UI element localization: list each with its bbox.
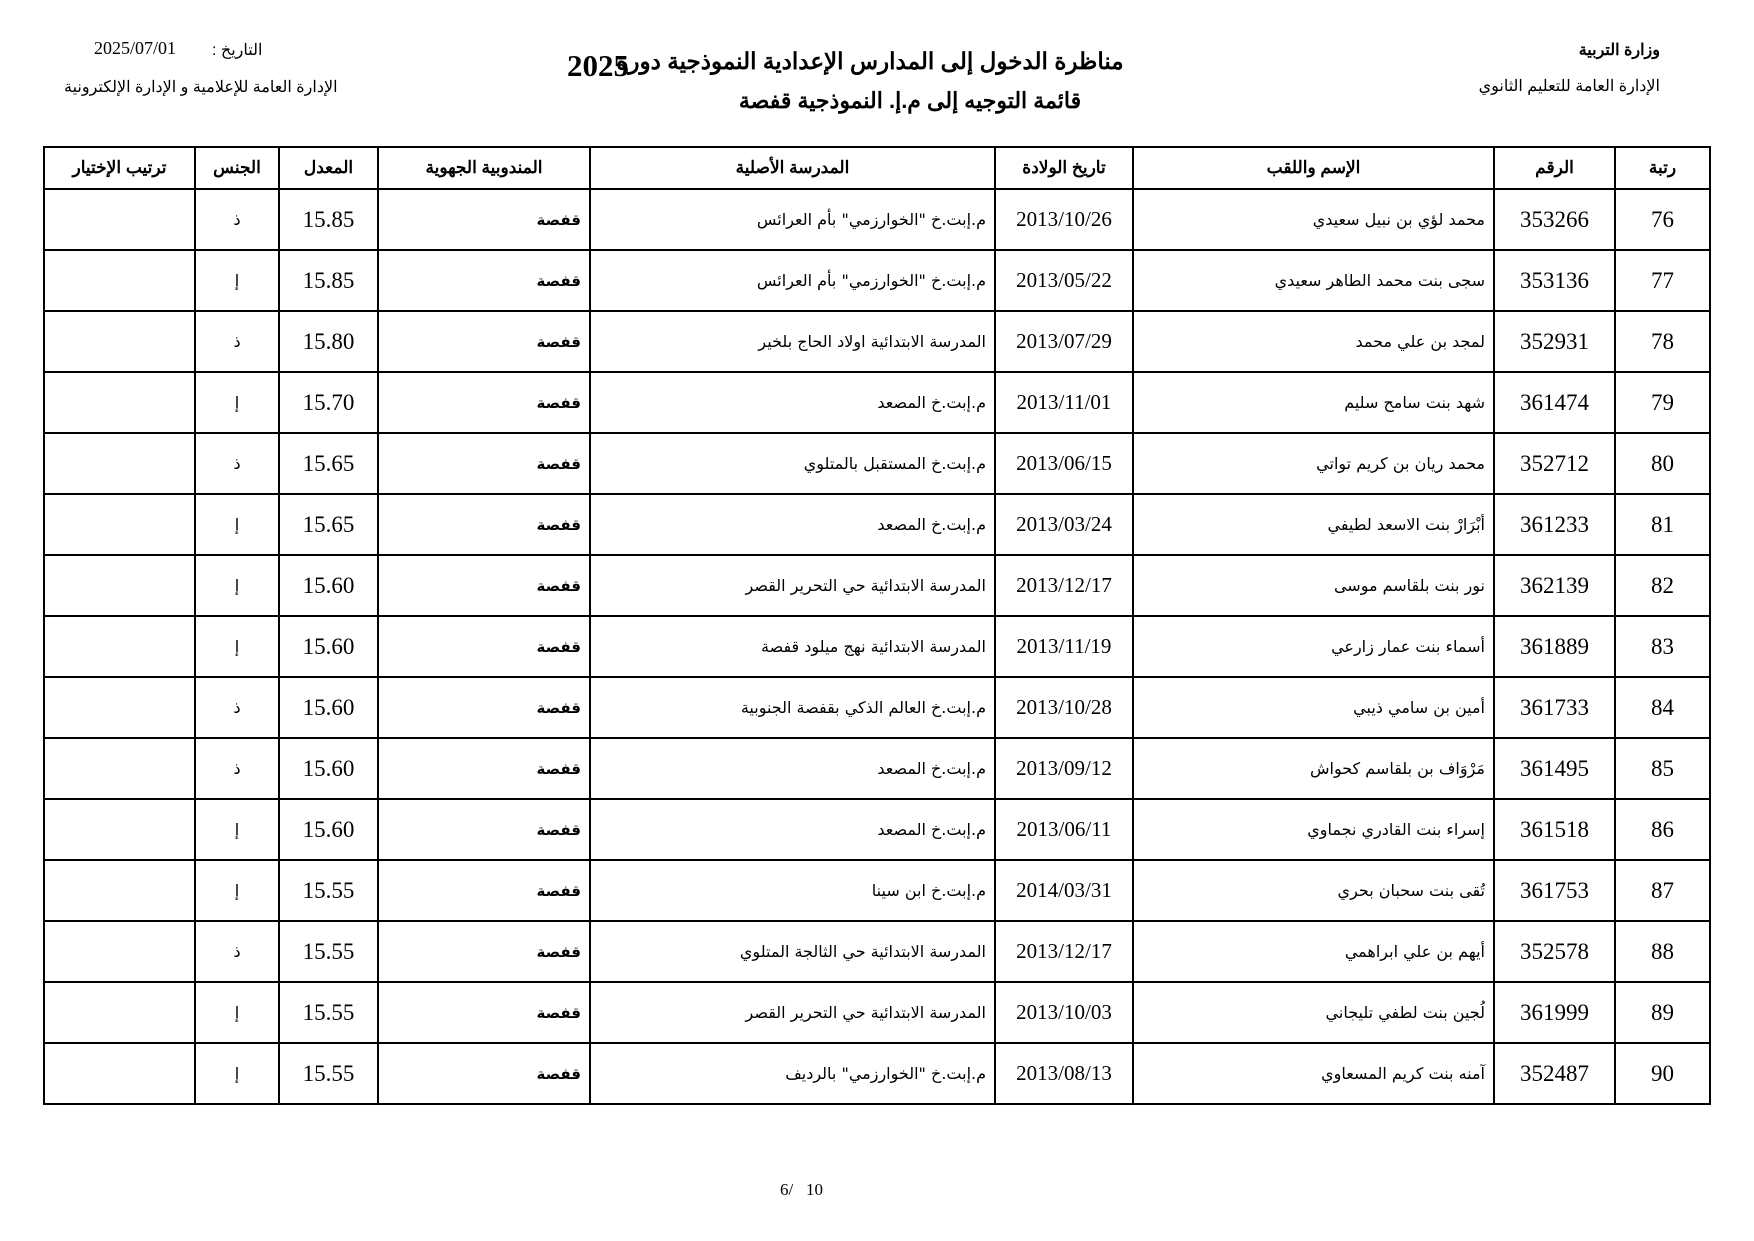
cell-rank: 84 [1615,677,1710,738]
cell-choice [44,921,195,982]
cell-choice [44,677,195,738]
cell-gender: إ [195,555,279,616]
cell-dob: 2013/05/22 [995,250,1133,311]
cell-region: قفصة [378,677,590,738]
cell-number: 361518 [1494,799,1615,860]
cell-region: قفصة [378,616,590,677]
cell-rank: 77 [1615,250,1710,311]
header-school: المدرسة الأصلية [590,147,995,189]
cell-dob: 2013/11/01 [995,372,1133,433]
cell-rank: 86 [1615,799,1710,860]
header-region: المندوبية الجهوية [378,147,590,189]
cell-school: المدرسة الابتدائية نهج ميلود قفصة [590,616,995,677]
cell-name: سجى بنت محمد الطاهر سعيدي [1133,250,1494,311]
table-row [44,616,1710,677]
table-row [44,738,1710,799]
header-number: الرقم [1494,147,1615,189]
table-row [44,860,1710,921]
cell-gender: ذ [195,677,279,738]
cell-choice [44,799,195,860]
cell-name: أمين بن سامي ذيبي [1133,677,1494,738]
cell-dob: 2013/08/13 [995,1043,1133,1104]
header-dob: تاريخ الولادة [995,147,1133,189]
cell-choice [44,738,195,799]
document-title-text: مناظرة الدخول إلى المدارس الإعدادية النموذجية دورة [616,48,1124,74]
header-rank: رتبة [1615,147,1710,189]
total-pages: 10 [805,1180,823,1199]
cell-dob: 2013/10/03 [995,982,1133,1043]
cell-gender: إ [195,1043,279,1104]
cell-region: قفصة [378,921,590,982]
document-subtitle: قائمة التوجيه إلى م.إ. النموذجية قفصة [738,88,1082,113]
cell-average: 15.65 [279,494,378,555]
cell-school: م.إبت.خ المصعد [590,372,995,433]
cell-rank: 79 [1615,372,1710,433]
cell-number: 352487 [1494,1043,1615,1104]
cell-gender: ذ [195,921,279,982]
cell-region: قفصة [378,982,590,1043]
cell-region: قفصة [378,799,590,860]
cell-dob: 2013/06/15 [995,433,1133,494]
cell-region: قفصة [378,250,590,311]
cell-number: 361753 [1494,860,1615,921]
cell-average: 15.85 [279,189,378,250]
table-row [44,921,1710,982]
cell-name: أيهم بن علي ابراهمي [1133,921,1494,982]
cell-choice [44,616,195,677]
table-row [44,677,1710,738]
header-gender: الجنس [195,147,279,189]
table-row [44,494,1710,555]
cell-name: أسماء بنت عمار زارعي [1133,616,1494,677]
cell-gender: إ [195,250,279,311]
cell-average: 15.65 [279,433,378,494]
cell-name: أبْرَارْ بنت الاسعد لطيفي [1133,494,1494,555]
document-title [560,48,1180,75]
cell-region: قفصة [378,433,590,494]
cell-choice [44,250,195,311]
cell-choice [44,982,195,1043]
date-label: التاريخ : [212,42,263,59]
table-row [44,433,1710,494]
cell-average: 15.55 [279,1043,378,1104]
cell-choice [44,1043,195,1104]
cell-rank: 89 [1615,982,1710,1043]
session-year: 2025 [567,48,629,83]
cell-rank: 90 [1615,1043,1710,1104]
cell-number: 352712 [1494,433,1615,494]
current-page: 6 [780,1180,789,1199]
cell-rank: 83 [1615,616,1710,677]
cell-number: 361474 [1494,372,1615,433]
cell-number: 361233 [1494,494,1615,555]
cell-region: قفصة [378,555,590,616]
cell-choice [44,311,195,372]
cell-number: 353136 [1494,250,1615,311]
cell-average: 15.85 [279,250,378,311]
cell-average: 15.55 [279,921,378,982]
cell-region: قفصة [378,311,590,372]
cell-dob: 2013/07/29 [995,311,1133,372]
cell-gender: إ [195,494,279,555]
cell-name: إسراء بنت القادري نجماوي [1133,799,1494,860]
cell-region: قفصة [378,494,590,555]
cell-name: لمجد بن علي محمد [1133,311,1494,372]
ministry-department: الإدارة العامة للتعليم الثانوي [1478,78,1660,95]
cell-school: م.إبت.خ المصعد [590,738,995,799]
cell-name: نور بنت بلقاسم موسى [1133,555,1494,616]
cell-rank: 80 [1615,433,1710,494]
cell-average: 15.55 [279,982,378,1043]
cell-dob: 2013/06/11 [995,799,1133,860]
cell-average: 15.60 [279,555,378,616]
cell-average: 15.60 [279,616,378,677]
cell-number: 362139 [1494,555,1615,616]
cell-school: م.إبت.خ "الخوارزمي" بأم العرائس [590,250,995,311]
cell-dob: 2013/11/19 [995,616,1133,677]
table-row [44,982,1710,1043]
cell-average: 15.70 [279,372,378,433]
cell-gender: ذ [195,738,279,799]
cell-dob: 2013/12/17 [995,921,1133,982]
table-row [44,1043,1710,1104]
cell-choice [44,372,195,433]
cell-school: المدرسة الابتدائية حي التحرير القصر [590,555,995,616]
cell-school: م.إبت.خ المصعد [590,799,995,860]
cell-gender: ذ [195,433,279,494]
cell-rank: 81 [1615,494,1710,555]
header-name: الإسم واللقب [1133,147,1494,189]
cell-school: م.إبت.خ ابن سينا [590,860,995,921]
cell-number: 352931 [1494,311,1615,372]
cell-school: م.إبت.خ العالم الذكي بقفصة الجنوبية [590,677,995,738]
cell-rank: 78 [1615,311,1710,372]
cell-rank: 82 [1615,555,1710,616]
table-row [44,799,1710,860]
cell-name: تُقى بنت سحبان بحري [1133,860,1494,921]
cell-average: 15.80 [279,311,378,372]
cell-dob: 2013/12/17 [995,555,1133,616]
cell-gender: ذ [195,189,279,250]
cell-number: 361889 [1494,616,1615,677]
table-row [44,250,1710,311]
table-row [44,311,1710,372]
cell-rank: 87 [1615,860,1710,921]
cell-choice [44,860,195,921]
cell-number: 352578 [1494,921,1615,982]
cell-region: قفصة [378,860,590,921]
cell-choice [44,555,195,616]
cell-choice [44,189,195,250]
cell-average: 15.55 [279,860,378,921]
cell-dob: 2013/10/28 [995,677,1133,738]
cell-number: 361999 [1494,982,1615,1043]
cell-dob: 2014/03/31 [995,860,1133,921]
cell-number: 361733 [1494,677,1615,738]
table-row [44,555,1710,616]
header-choice: ترتيب الإختيار [44,147,195,189]
page-indicator [780,1180,823,1200]
cell-region: قفصة [378,738,590,799]
cell-school: م.إبت.خ "الخوارزمي" بأم العرائس [590,189,995,250]
cell-dob: 2013/09/12 [995,738,1133,799]
cell-name: آمنه بنت كريم المسعاوي [1133,1043,1494,1104]
cell-region: قفصة [378,189,590,250]
ministry-name: وزارة التربية [1578,42,1660,59]
cell-school: المدرسة الابتدائية حي الثالجة المتلوي [590,921,995,982]
cell-gender: إ [195,982,279,1043]
cell-average: 15.60 [279,677,378,738]
cell-number: 361495 [1494,738,1615,799]
cell-gender: ذ [195,311,279,372]
date-value: 2025/07/01 [94,38,177,58]
table-row [44,189,1710,250]
cell-name: محمد ريان بن كريم تواتي [1133,433,1494,494]
orientation-list-table [43,146,1711,1105]
cell-gender: إ [195,799,279,860]
cell-dob: 2013/10/26 [995,189,1133,250]
cell-average: 15.60 [279,738,378,799]
cell-choice [44,433,195,494]
table-row [44,372,1710,433]
cell-rank: 76 [1615,189,1710,250]
cell-school: المدرسة الابتدائية اولاد الحاج بلخير [590,311,995,372]
cell-number: 353266 [1494,189,1615,250]
cell-name: لُجين بنت لطفي تليجاني [1133,982,1494,1043]
cell-school: م.إبت.خ المستقبل بالمتلوي [590,433,995,494]
page-separator: / [788,1180,794,1199]
cell-dob: 2013/03/24 [995,494,1133,555]
cell-choice [44,494,195,555]
header-average: المعدل [279,147,378,189]
cell-gender: إ [195,860,279,921]
table-header-row [44,147,1710,189]
cell-school: م.إبت.خ "الخوارزمي" بالرديف [590,1043,995,1104]
cell-school: م.إبت.خ المصعد [590,494,995,555]
cell-school: المدرسة الابتدائية حي التحرير القصر [590,982,995,1043]
cell-name: مَرْوَاف بن بلقاسم كحواش [1133,738,1494,799]
cell-name: شهد بنت سامح سليم [1133,372,1494,433]
cell-average: 15.60 [279,799,378,860]
cell-region: قفصة [378,372,590,433]
issuing-administration: الإدارة العامة للإعلامية و الإدارة الإلكترونية [64,79,338,96]
cell-rank: 88 [1615,921,1710,982]
cell-name: محمد لؤي بن نبيل سعيدي [1133,189,1494,250]
cell-gender: إ [195,616,279,677]
cell-region: قفصة [378,1043,590,1104]
cell-rank: 85 [1615,738,1710,799]
cell-gender: إ [195,372,279,433]
